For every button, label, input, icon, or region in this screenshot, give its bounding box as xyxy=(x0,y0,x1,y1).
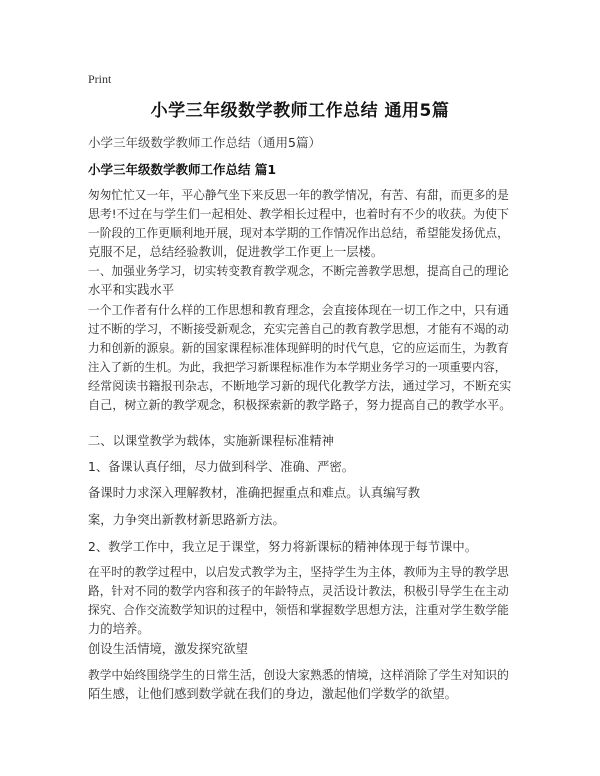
paragraph-method xyxy=(88,563,512,639)
paragraph-heading-two xyxy=(88,432,512,451)
paragraph-heading-one xyxy=(88,262,512,300)
page-title: 小学三年级数学教师工作总结 通用5篇 xyxy=(150,101,450,121)
paragraph-line: 2、教学工作中，我立足于课堂，努力将新课标的精神体现于每节课中。 xyxy=(88,540,478,554)
paragraph-line: 注入了新的生机。为此，我把学习新课程标准作为本学期业务学习的一项重要内容， xyxy=(88,361,506,374)
paragraph-line: 在平时的教学过程中，以启发式教学为主，坚持学生为主体，教师为主导的教学思 xyxy=(88,565,509,579)
paragraph-point-one xyxy=(88,458,512,477)
paragraph-line: 教学中始终围绕学生的日常生活，创设大家熟悉的情境，这样消除了学生对知识的 xyxy=(88,668,509,682)
paragraph-plan xyxy=(88,511,512,530)
paragraph-line: 一个工作者有什么样的工作思想和教育理念，会直接体现在一切工作之中，只有通 xyxy=(88,303,509,317)
paragraph-line: 力和创新的源泉。新的国家课程标准体现鲜明的时代气息，它的应运而生，为教育 xyxy=(88,341,509,355)
paragraph-scenario xyxy=(88,666,512,704)
document-subtitle: 小学三年级数学教师工作总结（通用5篇） xyxy=(88,135,321,150)
paragraph-line: 案，力争突出新教材新思路新方法。 xyxy=(88,513,285,527)
paragraph-line: 匆匆忙忙又一年，平心静气坐下来反思一年的教学情况，有苦、有甜，而更多的是 xyxy=(88,188,509,202)
paragraph-line: 经常阅读书籍报刊杂志，不断地学习新的现代化教学方法，通过学习，不断充实 xyxy=(88,379,512,393)
paragraph-learning xyxy=(88,301,512,415)
paragraph-point-two xyxy=(88,538,512,557)
paragraph-line: 克服不足，总结经验教训，促进教学工作更上一层楼。 xyxy=(88,245,384,259)
paragraph-line: 路，针对不同的数学内容和孩子的年龄特点，灵活设计教法，积极引导学生在主动 xyxy=(88,584,509,598)
print-link[interactable]: Print xyxy=(88,72,112,86)
paragraph-line: 创设生活情境，激发探究欲望 xyxy=(88,642,248,656)
section-heading: 小学三年级数学教师工作总结 篇1 xyxy=(88,162,277,177)
paragraph-line: 1、备课认真仔细，尽力做到科学、准确、严密。 xyxy=(88,460,355,474)
paragraph-scenario-heading xyxy=(88,640,512,659)
paragraph-line: 思考!不过在与学生们一起相处、教学相长过程中，也着时有不少的收获。为使下 xyxy=(88,207,509,221)
paragraph-line: 探究、合作交流数学知识的过程中，领悟和掌握数学思想方法，注重对学生数学能 xyxy=(88,603,509,617)
paragraph-line: 陌生感，让他们感到数学就在我们的身边，激起他们学数学的欲望。 xyxy=(88,687,457,701)
paragraph-line: 一阶段的工作更顺利地开展，现对本学期的工作情况作出总结，希望能发扬优点， xyxy=(88,226,509,240)
paragraph-line: 二、以课堂教学为载体，实施新课程标准精神 xyxy=(88,434,334,448)
paragraph-line: 过不断的学习，不断接受新观念，充实完善自己的教育教学思想，才能有不竭的动 xyxy=(88,322,509,336)
paragraph-line: 一、加强业务学习，切实转变教育教学观念，不断完善教学思想，提高自己的理论 xyxy=(88,264,509,278)
paragraph-line: 备课时力求深入理解教材，准确把握重点和难点。认真编写教 xyxy=(88,486,421,500)
paragraph-prep xyxy=(88,484,512,503)
paragraph-line: 自己，树立新的教学观念，积极探索新的教学路子，努力提高自己的教学水平。 xyxy=(88,398,512,412)
paragraph-line: 力的培养。 xyxy=(88,622,150,636)
paragraph-line: 水平和实践水平 xyxy=(88,283,175,297)
paragraph-intro xyxy=(88,186,512,262)
